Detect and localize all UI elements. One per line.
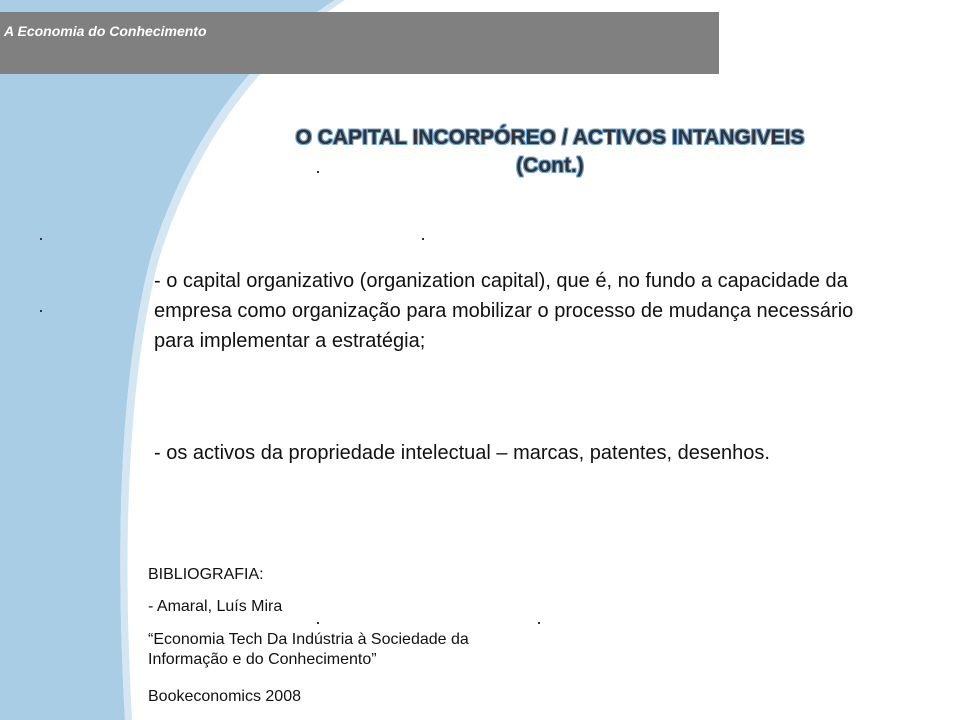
bibliography-heading: BIBLIOGRAFIA: [148, 566, 264, 583]
bullet-intellectual-property: - os activos da propriedade intelectual – marcas, patentes, desenhos. [154, 442, 770, 464]
bibliography-publisher: Bookeconomics 2008 [148, 688, 301, 705]
header-bar [0, 12, 719, 74]
header-title: A Economia do Conhecimento [4, 23, 207, 39]
stray-dot [317, 622, 319, 624]
slide-title-line2: (Cont.) [516, 154, 584, 177]
stray-dot [40, 238, 42, 240]
stray-dot [40, 310, 42, 312]
stray-dot [538, 622, 540, 624]
stray-dot [317, 171, 319, 173]
bibliography-work-title: “Economia Tech Da Indústria à Sociedade da Informação e do Conhecimento” [148, 631, 469, 668]
bibliography-author: - Amaral, Luís Mira [148, 598, 283, 615]
slide-title-line1: O CAPITAL INCORPÓREO / ACTIVOS INTANGIVEIS [295, 126, 805, 149]
slide-title [150, 124, 950, 180]
bullet-organizational-capital: - o capital organizativo (organization capital), que é, no fundo a capacidade da empresa como organização para mobilizar o processo de mudança necessário para implementar a estratégia; [154, 270, 854, 352]
stray-dot [422, 238, 424, 240]
